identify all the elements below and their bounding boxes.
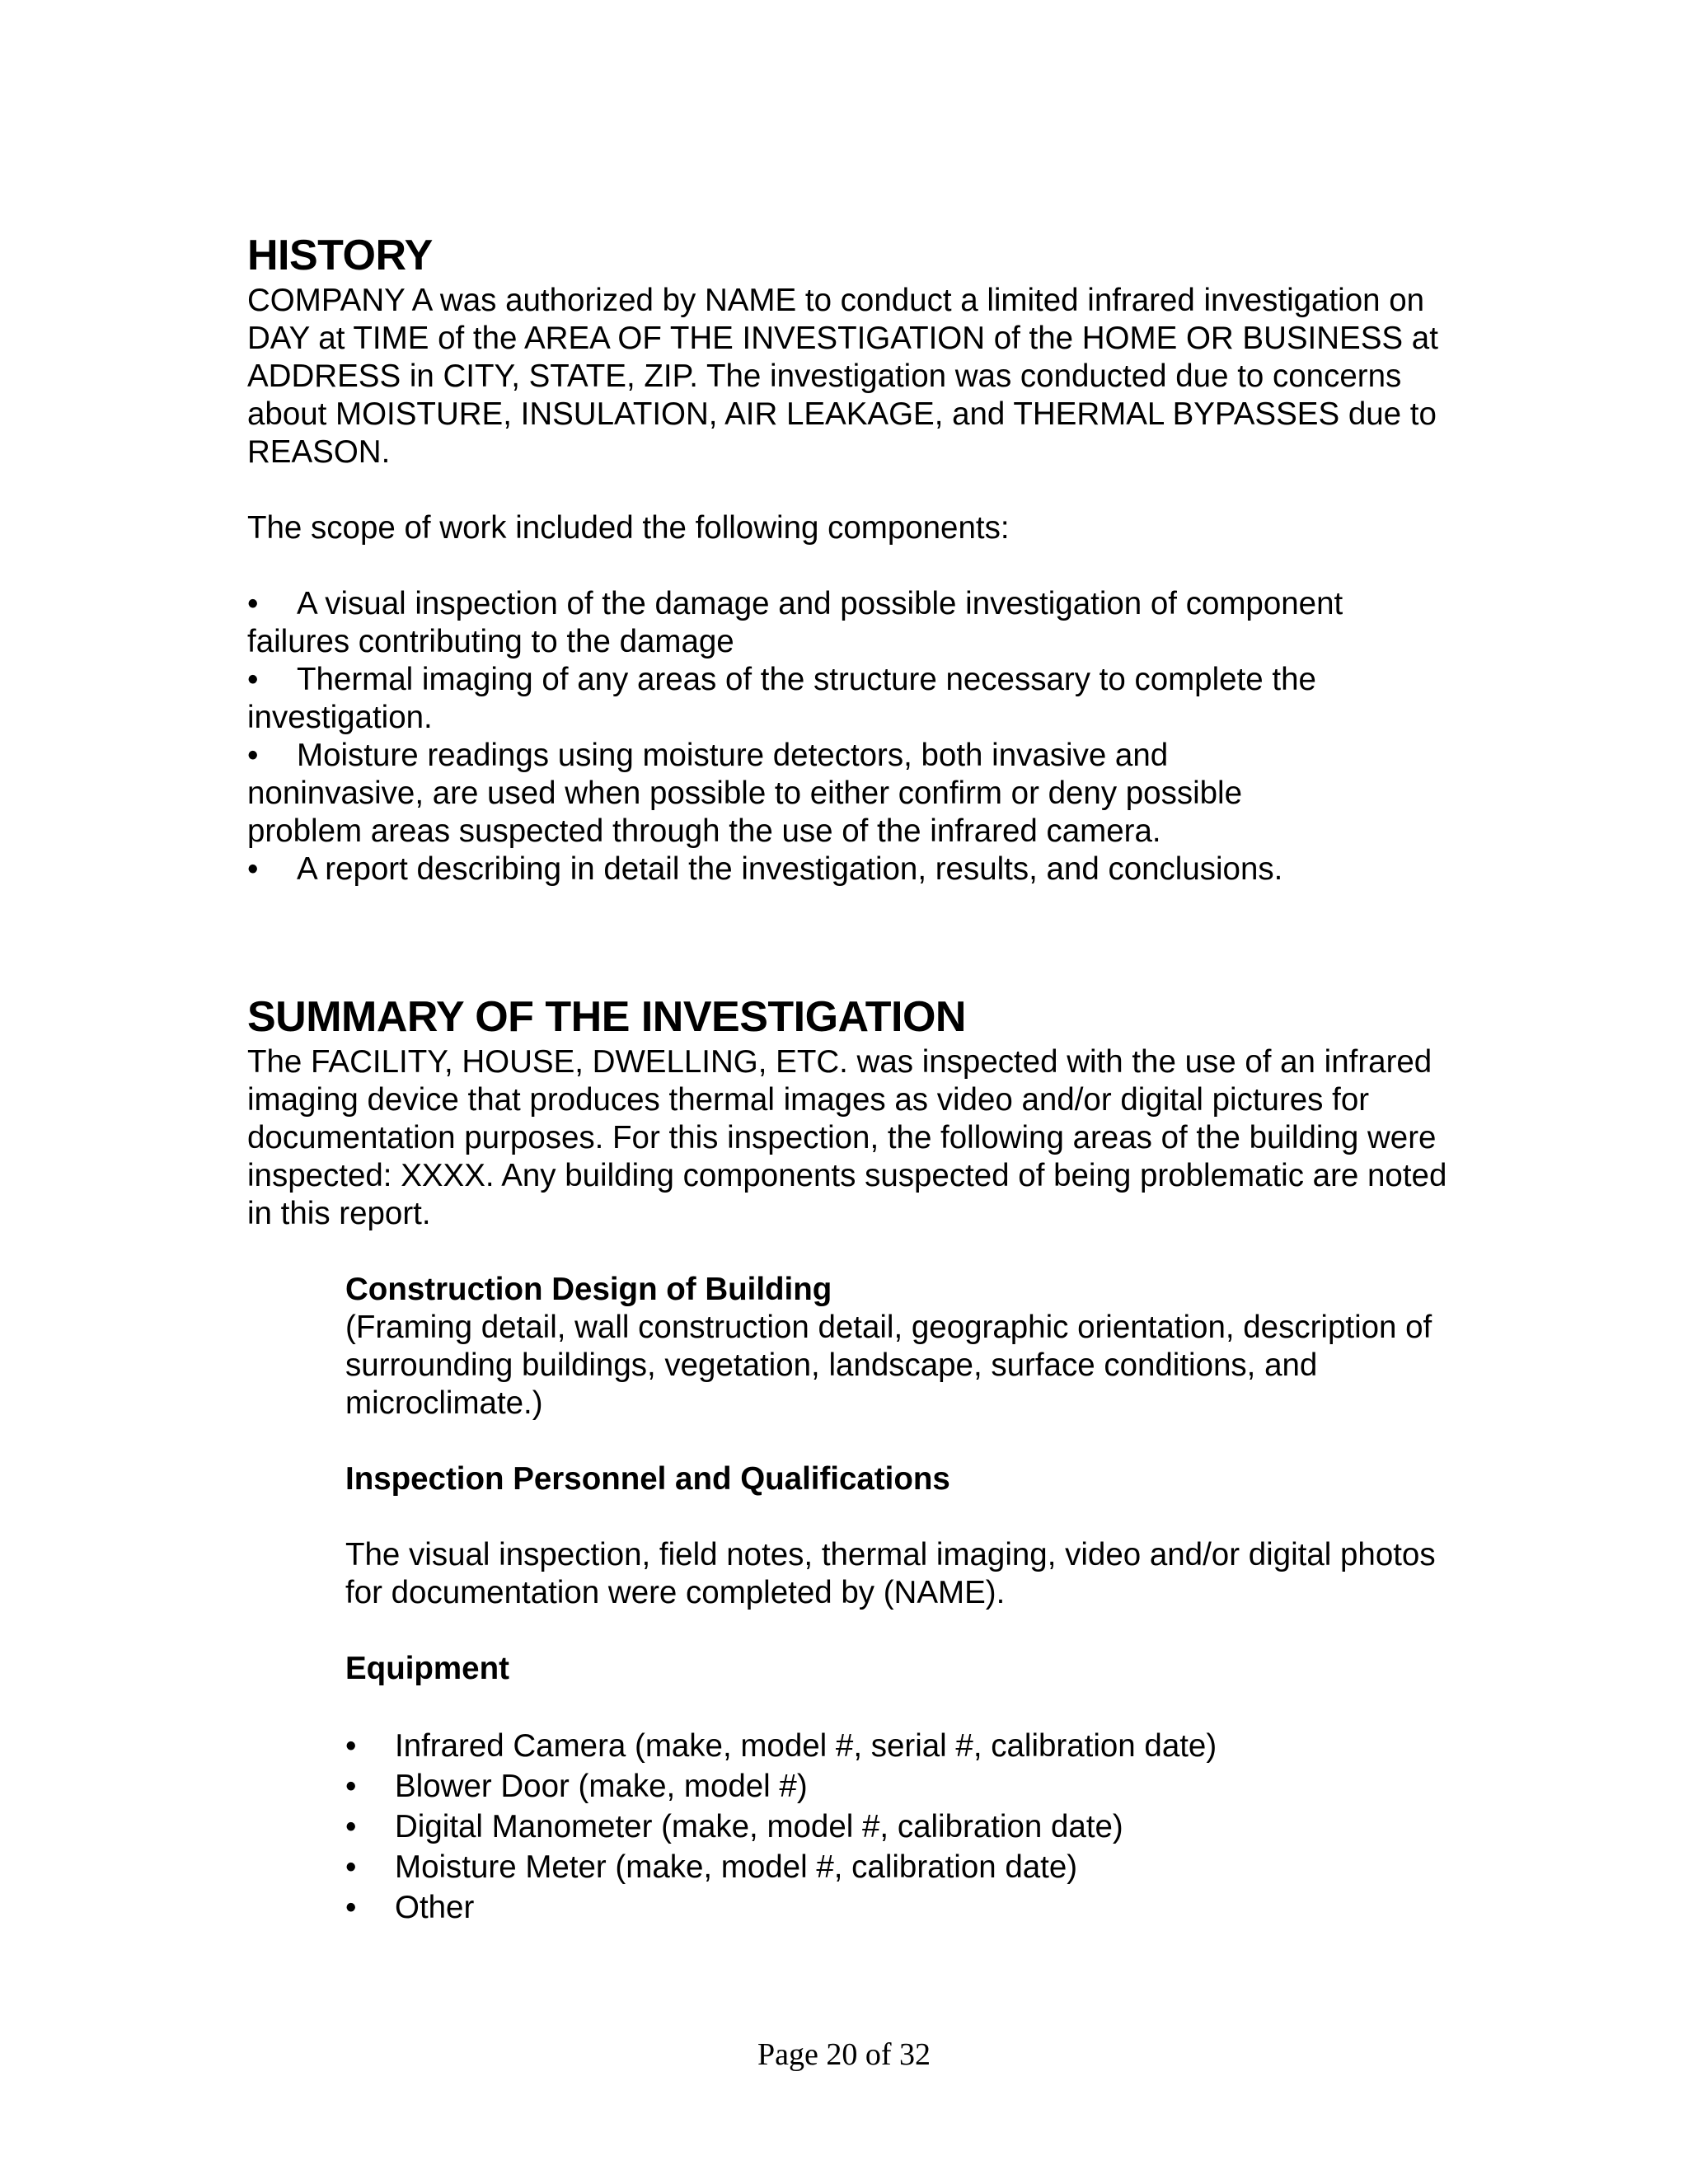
equipment-item-text: Digital Manometer (make, model #, calibration date): [395, 1809, 1123, 1844]
equipment-item-text: Moisture Meter (make, model #, calibration date): [395, 1849, 1078, 1885]
history-paragraph: COMPANY A was authorized by NAME to conduct a limited infrared investigation on DAY at TIME of the AREA OF THE INVESTIGATION of the HOME OR BUSINESS at ADDRESS in CITY, STATE, ZIP. The investigation was conducted due to concerns about MOISTURE, INSULATION, AIR LEAKAGE, and THERMAL BYPASSES due to REASON.: [247, 283, 1438, 470]
bullet-icon: •: [345, 1728, 357, 1764]
equipment-item: [345, 1726, 1450, 1766]
scope-item-text: A visual inspection of the damage and possible investigation of component failures contributing to the damage: [247, 586, 1343, 659]
history-heading: HISTORY: [247, 232, 433, 279]
equipment-item-text: Blower Door (make, model #): [395, 1769, 808, 1804]
equipment-item: [345, 1766, 1450, 1807]
equipment-item: [345, 1807, 1450, 1847]
equipment-item: [345, 1887, 1450, 1928]
bullet-icon: •: [247, 851, 259, 887]
construction-text: (Framing detail, wall construction detail, geographic orientation, description of surrounding buildings, vegetation, landscape, surface conditions, and microclimate.): [345, 1310, 1432, 1421]
scope-item-text: Thermal imaging of any areas of the structure necessary to complete the investigation.: [247, 662, 1316, 735]
personnel-text: The visual inspection, field notes, thermal imaging, video and/or digital photos for documentation were completed by (NAME).: [345, 1537, 1436, 1610]
summary-paragraph: The FACILITY, HOUSE, DWELLING, ETC. was inspected with the use of an infrared imaging device that produces thermal images as video and/or digital pictures for documentation purposes. For this inspection, the following areas of the building were inspected: XXXX. Any building components suspected of being problematic are noted in this report.: [247, 1044, 1447, 1231]
scope-item-text: Moisture readings using moisture detectors, both invasive and noninvasive, are used when possible to either confirm or deny possible problem areas suspected through the use of the infrared camera.: [247, 738, 1243, 849]
equipment-item: [345, 1847, 1450, 1887]
equipment-item-text: Infrared Camera (make, model #, serial #, calibration date): [395, 1728, 1217, 1764]
summary-heading: SUMMARY OF THE INVESTIGATION: [247, 993, 966, 1041]
construction-heading: Construction Design of Building: [345, 1272, 832, 1307]
bullet-icon: •: [247, 586, 259, 621]
equipment-item-text: Other: [395, 1890, 475, 1925]
page-content: [247, 229, 1459, 1928]
equipment-section: [345, 1650, 1450, 1928]
scope-item: [247, 661, 1352, 737]
bullet-icon: •: [247, 738, 259, 773]
construction-section: [345, 1271, 1450, 1422]
scope-item-text: A report describing in detail the investigation, results, and conclusions.: [297, 851, 1283, 887]
bullet-icon: •: [247, 662, 259, 697]
scope-intro: The scope of work included the following components:: [247, 510, 1010, 546]
bullet-icon: •: [345, 1849, 357, 1885]
scope-item: [247, 585, 1352, 661]
scope-item: [247, 851, 1352, 888]
equipment-heading: Equipment: [345, 1651, 509, 1686]
personnel-section: [345, 1460, 1450, 1612]
personnel-heading: Inspection Personnel and Qualifications: [345, 1461, 950, 1497]
scope-item: [247, 737, 1352, 851]
page-number-footer: Page 20 of 32: [757, 2037, 931, 2072]
bullet-icon: •: [345, 1890, 357, 1925]
equipment-list: [345, 1726, 1450, 1928]
bullet-icon: •: [345, 1809, 357, 1844]
bullet-icon: •: [345, 1769, 357, 1804]
scope-list: [247, 585, 1352, 888]
